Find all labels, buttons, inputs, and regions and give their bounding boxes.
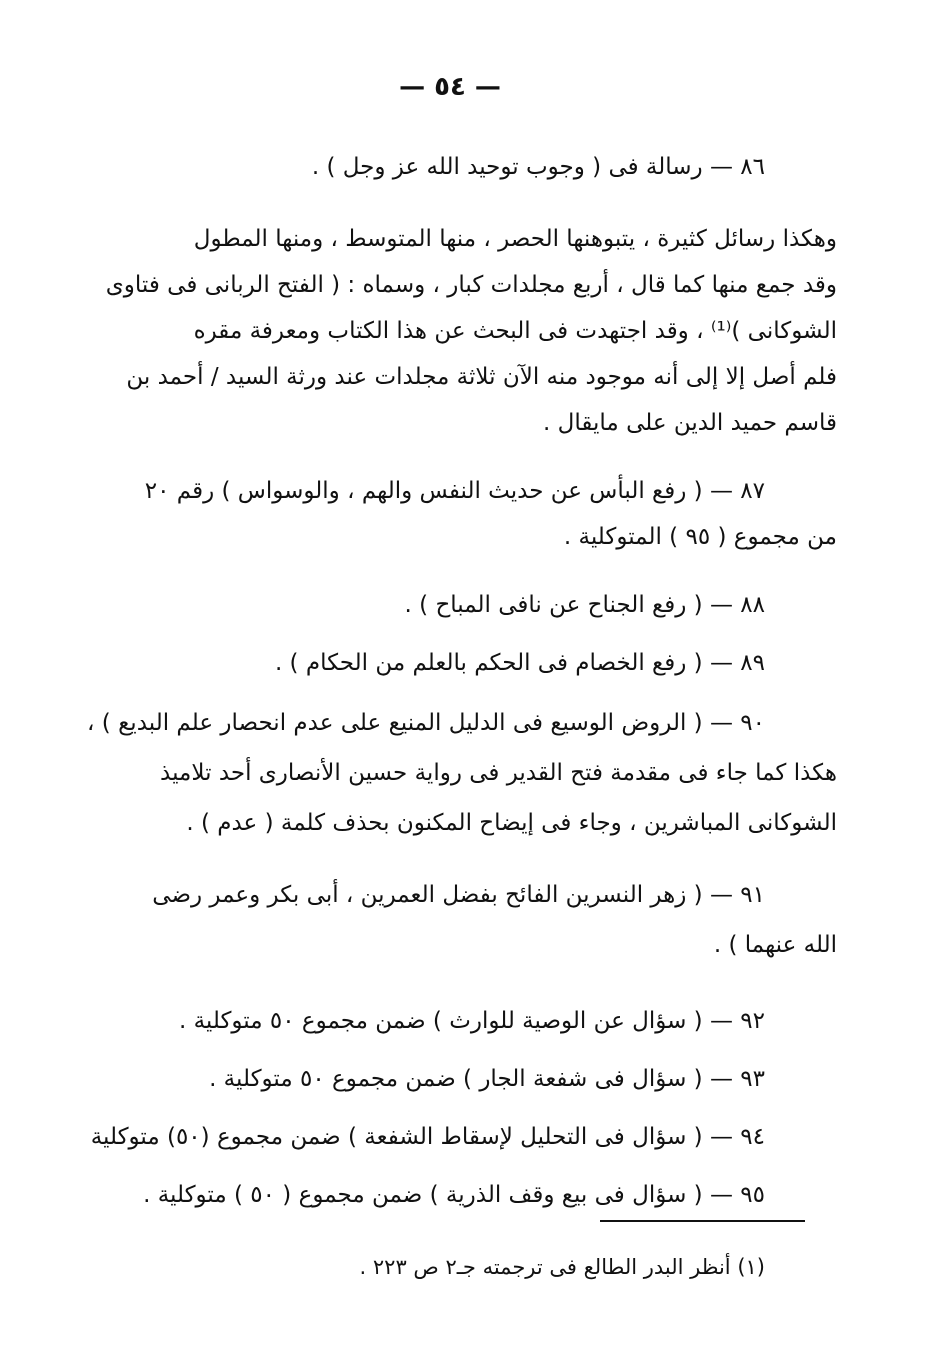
paragraph-line: وقد جمع منها كما قال ، أربع مجلدات كبار ، وسماه : ( الفتح الربانى فى فتاوى [105, 272, 837, 298]
item-90-line: الشوكانى المباشرين ، وجاء فى إيضاح المكنون بحذف كلمة ( عدم ) . [186, 810, 837, 836]
item-94-line: ٩٤ — ( سؤال فى التحليل لإسقاط الشفعة ) ضمن مجموع (٥٠) متوكلية [90, 1124, 765, 1150]
paragraph-line: وهكذا رسائل كثيرة ، يتبوهنها الحصر ، منها المتوسط ، ومنها المطول [193, 226, 837, 252]
item-93-line: ٩٣ — ( سؤال فى شفعة الجار ) ضمن مجموع ٥٠ متوكلية . [209, 1066, 765, 1092]
list-item-89 [125, 640, 837, 686]
list-item-86 [125, 140, 837, 194]
item-90-line: هكذا كما جاء فى مقدمة فتح القدير فى رواية حسين الأنصارى أحد تلاميذ [160, 760, 837, 786]
item-90-line: ٩٠ — ( الروض الوسيع فى الدليل المنيع على عدم انحصار علم البديع ) ، [87, 710, 765, 736]
footnote-divider [600, 1220, 805, 1222]
item-87-line: ٨٧ — ( رفع البأس عن حديث النفس والهم ، والوسواس ) رقم ٢٠ [144, 478, 765, 504]
item-91-line: الله عنهما ) . [713, 932, 837, 958]
paragraph-line: فلم أصل إلا إلى أنه موجود منه الآن ثلاثة مجلدات عند ورثة السيد / أحمد بن [126, 364, 837, 390]
paragraph-line: الشوكانى )⁽¹⁾ ، وقد اجتهدت فى البحث عن هذا الكتاب ومعرفة مقره [193, 318, 837, 344]
item-88-line: ٨٨ — ( رفع الجناح عن نافى المباح ) . [404, 592, 765, 618]
list-item-91 [125, 870, 837, 970]
list-item-88 [125, 582, 837, 628]
footnote: (١) أنظر البدر الطالع فى ترجمته جـ٢ ص ٢٢٣ . [359, 1255, 765, 1279]
list-items-92-95 [90, 992, 837, 1224]
page-body [87, 140, 837, 1224]
item-89-line: ٨٩ — ( رفع الخصام فى الحكم بالعلم من الحكام ) . [274, 650, 765, 676]
item-92-line: ٩٢ — ( سؤال عن الوصية للوارث ) ضمن مجموع ٥٠ متوكلية . [178, 1008, 765, 1034]
list-item-87 [125, 468, 837, 560]
item-95-line: ٩٥ — ( سؤال فى بيع وقف الذرية ) ضمن مجموع ( ٥٠ ) متوكلية . [143, 1182, 765, 1208]
item-86-line: ٨٦ — رسالة فى ( وجوب توحيد الله عز وجل ) . [311, 154, 765, 180]
page-number: — ٥٤ — [399, 72, 501, 102]
list-item-90 [87, 698, 837, 848]
paragraph-rasail [105, 216, 837, 446]
item-87-line: من مجموع ( ٩٥ ) المتوكلية . [563, 524, 837, 550]
paragraph-line: قاسم حميد الدين على مايقال . [543, 410, 837, 436]
item-91-line: ٩١ — ( زهر النسرين الفائح بفضل العمرين ، أبى بكر وعمر رضى [152, 882, 765, 908]
